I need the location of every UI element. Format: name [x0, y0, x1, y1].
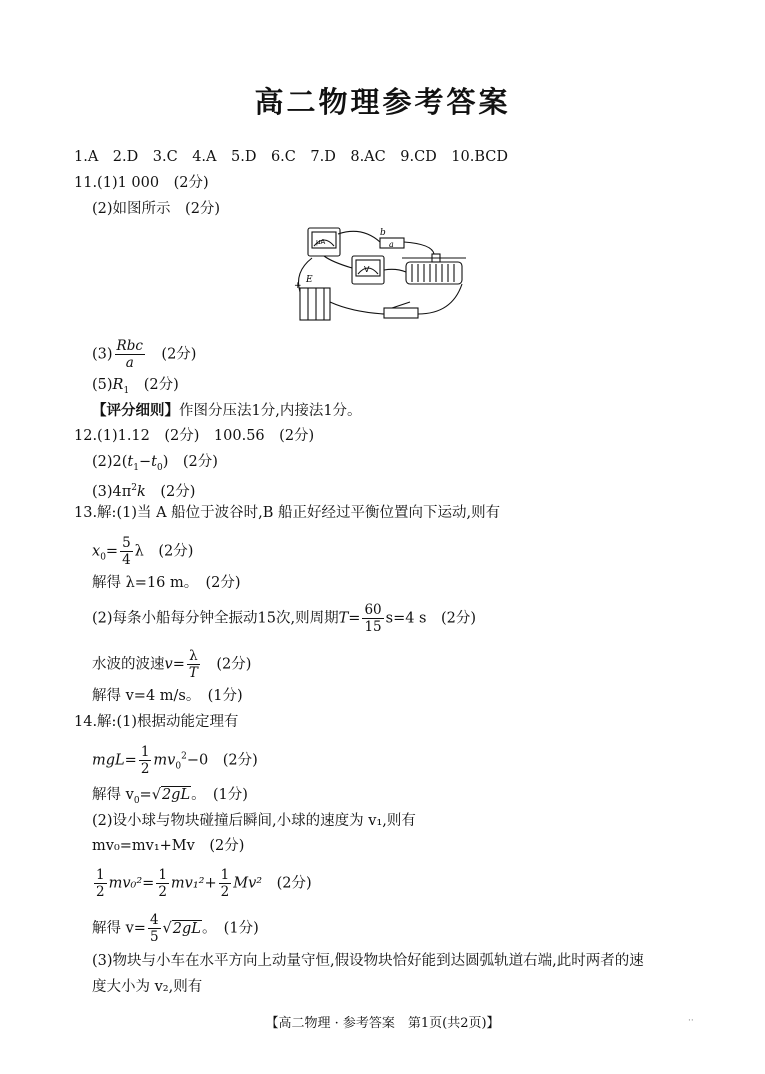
rule-label: 【评分细则】	[92, 402, 179, 419]
q14-part2: (2)设小球与物块碰撞后瞬间,小球的速度为 v₁,则有	[92, 813, 416, 829]
q13-p3-text: 水波的波速	[92, 656, 165, 673]
denominator: 15	[364, 619, 382, 635]
sub0: 0	[156, 462, 163, 473]
k: k	[137, 483, 146, 500]
fraction	[120, 535, 133, 568]
equals-sqrt: =√	[139, 787, 161, 803]
numerator: 1	[140, 744, 150, 760]
numerator: 1	[220, 867, 230, 883]
denominator: 2	[158, 884, 167, 900]
result-prefix: 解得 v	[92, 787, 134, 803]
q12-part3	[92, 478, 195, 502]
label-plus: +	[294, 281, 302, 291]
denominator: T	[188, 665, 198, 681]
fraction	[362, 602, 383, 635]
lhs: mgL=	[92, 752, 137, 769]
t0: t	[151, 454, 157, 470]
points: (2分)	[201, 656, 252, 673]
q12-p2-prefix: (2)2(	[92, 454, 128, 470]
voltmeter-label: V	[364, 265, 370, 274]
points: 。 (1分)	[201, 920, 259, 937]
t1: t	[127, 454, 134, 470]
microammeter-label: μA	[316, 238, 326, 246]
numerator: 60	[364, 602, 382, 618]
denominator: 2	[220, 884, 230, 900]
points: ) (2分)	[162, 454, 218, 470]
page-footer: 【高二物理 · 参考答案 第1页(共2页)】	[265, 1016, 500, 1031]
subscript: 0	[133, 795, 140, 806]
subscript: 1	[123, 385, 130, 396]
numerator: 4	[149, 912, 159, 928]
q12-part2	[92, 452, 218, 478]
term-3: Mv²	[233, 875, 263, 892]
superscript: 2	[131, 483, 138, 493]
q14-eq2: mv₀=mv₁+Mv (2分)	[92, 838, 245, 854]
tail: −0 (2分)	[186, 752, 258, 769]
numerator: 1	[96, 867, 105, 883]
label-e: E	[306, 275, 313, 285]
q11-p5-prefix: (5)	[92, 377, 113, 393]
numerator: 1	[158, 867, 167, 883]
circuit-diagram	[292, 222, 474, 326]
result-prefix: 解得 v=	[92, 920, 146, 937]
v: v	[164, 656, 173, 673]
equals: =	[172, 656, 185, 673]
q11-p3-fraction	[115, 338, 145, 371]
q13-p2-text: (2)每条小船每分钟全振动15次,则周期	[92, 610, 339, 627]
scoring-rule	[92, 401, 362, 421]
superscript: 2	[181, 751, 187, 762]
multiple-choice-answers: 1.A 2.D 3.C 4.A 5.D 6.C 7.D 8.AC 9.CD 10.BCD	[74, 149, 509, 165]
numerator: λ	[187, 648, 200, 665]
fraction-2	[156, 867, 169, 900]
q14-part3-line1: (3)物块与小车在水平方向上动量守恒,假设物块恰好能到达圆弧轨道右端,此时两者的速	[92, 953, 644, 969]
term-2: mv₁²+	[170, 875, 217, 892]
fraction	[139, 744, 152, 777]
rhs: mv	[153, 752, 176, 769]
sqrt-sign: √	[162, 920, 172, 937]
fraction-1	[94, 867, 107, 900]
denominator: a	[125, 355, 134, 371]
denominator: 5	[149, 929, 159, 945]
q13-eq1	[92, 535, 193, 568]
points: (2分)	[129, 377, 179, 393]
points: (2分)	[262, 875, 312, 892]
label-b: b	[380, 228, 386, 238]
q12-part1: 12.(1)1.12 (2分) 100.56 (2分)	[74, 428, 315, 444]
q11-part1: 11.(1)1 000 (2分)	[74, 175, 209, 191]
q14-part3-line2: 度大小为 v₂,则有	[92, 979, 203, 995]
q14-result2	[92, 912, 259, 945]
q11-part3	[92, 338, 196, 371]
label-a: a	[389, 240, 394, 249]
numerator: 5	[122, 535, 131, 551]
minus: −	[138, 454, 152, 470]
q11-part2: (2)如图所示 (2分)	[92, 201, 221, 217]
q13-result1: 解得 λ=16 m。 (2分)	[92, 575, 241, 591]
fraction	[187, 648, 200, 681]
q12-p3-prefix: (3)4π	[92, 483, 132, 500]
variable: R	[112, 377, 124, 393]
q14-result1	[92, 785, 248, 811]
result: s=4 s (2分)	[385, 610, 477, 627]
points: 。 (1分)	[191, 787, 248, 803]
q13-part2	[92, 602, 476, 635]
rule-text: 作图分压法1分,内接法1分。	[179, 403, 362, 419]
corner-mark: ··	[688, 1016, 694, 1026]
radicand: 2gL	[161, 787, 191, 803]
T: T	[338, 610, 349, 627]
q11-p3-prefix: (3)	[92, 346, 113, 363]
page-title: 高二物理参考答案	[254, 85, 511, 119]
q14-eq1	[92, 744, 258, 777]
q14-intro: 14.解:(1)根据动能定理有	[74, 714, 239, 730]
equals: =	[348, 610, 361, 627]
fraction-3	[219, 867, 232, 900]
subscript: 0	[175, 761, 182, 772]
radicand: 2gL	[172, 920, 201, 937]
q13-part3	[92, 648, 251, 681]
points: (2分)	[146, 346, 197, 363]
equals: =	[105, 543, 119, 560]
q11-part5	[92, 375, 179, 401]
sub: 0	[100, 552, 106, 563]
numerator: Rbc	[116, 338, 143, 354]
denominator: 2	[140, 761, 150, 777]
x: x	[92, 543, 101, 560]
lambda: λ	[134, 543, 144, 560]
q13-result3: 解得 v=4 m/s。 (1分)	[92, 688, 243, 704]
sub1: 1	[133, 462, 139, 473]
q14-eq3	[92, 867, 312, 900]
q13-intro: 13.解:(1)当 A 船位于波谷时,B 船正好经过平衡位置向下运动,则有	[74, 505, 501, 521]
fraction	[148, 912, 161, 945]
denominator: 2	[96, 884, 105, 900]
points: (2分)	[143, 543, 194, 560]
term-1: mv₀²=	[108, 875, 155, 892]
points: (2分)	[145, 483, 196, 500]
denominator: 4	[122, 552, 131, 568]
